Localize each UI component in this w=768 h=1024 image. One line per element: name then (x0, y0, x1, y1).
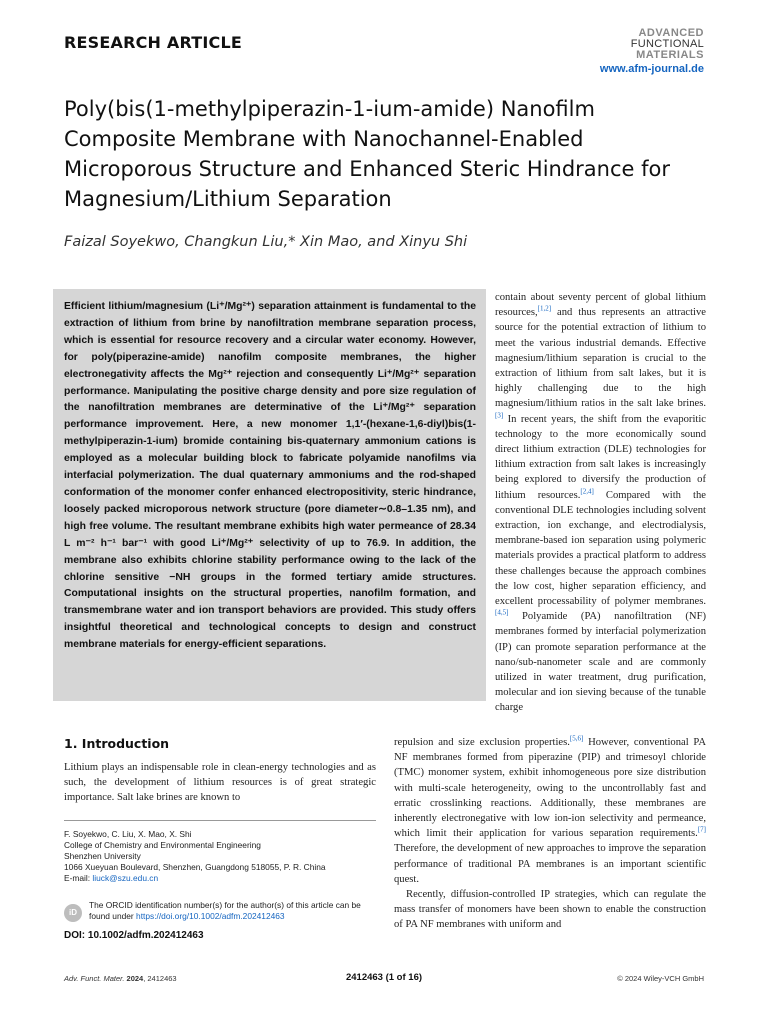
section-label: RESEARCH ARTICLE (64, 33, 243, 52)
title-line: Poly(bis(1-methylpiperazin-1-ium-amide) Nanofilm (64, 97, 595, 121)
citation-link[interactable]: [4,5] (495, 608, 509, 617)
section-heading: 1. Introduction (64, 736, 170, 751)
article-title (64, 94, 704, 214)
orcid-icon: iD (64, 904, 82, 922)
citation-link[interactable]: [1,2] (537, 304, 552, 313)
intro-paragraph: Lithium plays an indispensable role in clean-energy technologies and as such, the development of lithium resources is of great strategic importance. Salt lake brines are known to (64, 762, 376, 804)
affiliation-college: College of Chemistry and Environmental Engineering (64, 840, 261, 850)
orcid-doi-link[interactable]: https://doi.org/10.1002/adfm.202412463 (136, 911, 285, 921)
affiliation-address: 1066 Xueyuan Boulevard, Shenzhen, Guangdong 518055, P. R. China (64, 862, 326, 872)
citation-link[interactable]: [2,4] (580, 487, 594, 496)
body-text: However, conventional PA NF membranes formed from piperazine (PIP) and trimesoyl chloride (TMC) monomer system, exhibit inhomogeneous pore size distribution with multi-scale heterogeneity, owing to the uncontrollably fast and erratic crosslinking reactions. Additionally, these membranes are inherently electronegative with low ion-ion selectivity and permeance, which limit their application for various separation requirements. (394, 737, 706, 840)
footer-page: 2412463 (1 of 16) (345, 972, 423, 983)
journal-logo (631, 28, 704, 61)
footer-journal: Adv. Funct. Mater. (64, 974, 125, 983)
abstract-text: Efficient lithium/magnesium (Li⁺/Mg²⁺) separation attainment is fundamental to the extraction of lithium from brine by nanofiltration membrane separation process, which is essential for resource recovery and a circular water economy. However, for poly(piperazine-amide) nanofilm composite membranes, the higher electronegativity affects the Mg²⁺ rejection and consequently Li⁺/Mg²⁺ separation performance. Manipulating the positive charge density and pore size regulation of the nanofiltration membranes are determinative of the Li⁺/Mg²⁺ separation performance improvement. Here, a new monomer 1,1′-(hexane-1,6-diyl)bis(1-methylpiperazin-1-ium) bromide containing bis-quaternary ammonium cations is employed as a molecular building block to fabricate polyamide nanofilms via interfacial polymerization. The dual quaternary ammoniums and the rod-shaped conformation of the monomer confer enhanced electropositivity, steric hindrance, loosely packed microporous network structure (pore diameter∼0.8–1.35 nm), and high free volume. The resultant membrane exhibits high water permeance of 28.34 L m⁻² h⁻¹ bar⁻¹ with good Li⁺/Mg²⁺ selectivity of up to 76.9. In addition, the membrane also exhibits chlorine stability performance owing to the lack of the chlorine sensitive −NH groups in the formed tertiary amide structures. Computational insights on the structural properties, nanofilm formation, and transmembrane water and ion transport behaviors are provided. This study offers insightful theoretical and technological concepts to design and construct membrane materials for energy-efficient separations. (64, 301, 476, 651)
footer-copyright: © 2024 Wiley-VCH GmbH (617, 974, 704, 983)
logo-line-3: MATERIALS (636, 49, 704, 61)
title-line: Microporous Structure and Enhanced Steric Hindrance for (64, 157, 670, 181)
body-column-right-top (495, 290, 706, 716)
footer-number: , 2412463 (143, 974, 177, 983)
body-paragraph: Recently, diffusion-controlled IP strategies, which can regulate the mass transfer of monomers have been shown to enable the construction of PA NF membranes with uniform and (394, 889, 706, 931)
body-text: Polyamide (PA) nanofiltration (NF) membranes formed by interfacial polymerization (IP) can promote separation performance at the nano/sub-nanometer scale and are commonly utilized in water treatment, drug purification, molecular and ion sieving because of the tunable charge (495, 611, 706, 714)
email-link[interactable]: liuck@szu.edu.cn (92, 873, 159, 883)
citation-link[interactable]: [7] (697, 825, 706, 834)
body-text: and thus represents an attractive source for the potential extraction of lithium to meet the various industrial demands. Effective magnesium/lithium separation is crucial to the extraction of lithium from salt lakes, but it is highly challenging due to the high magnesium/lithium ratios in the salt lake brines. (495, 307, 706, 410)
body-text: Compared with the conventional DLE technologies including solvent extraction, ion exchange, and electrodialysis, membrane-based ion separation using polymeric materials provides a practical platform to address these challenges because the approach combines the low cost, higher separation efficiency, and excellent processability of polymer membranes. (495, 489, 706, 608)
divider (64, 820, 376, 821)
citation-link[interactable]: [5,6] (569, 734, 584, 743)
body-column-right-bottom (394, 735, 706, 933)
body-text: In recent years, the shift from the evaporitic technology to the more economically sound direct lithium extraction (DLE) technologies for lithium extraction from salt lakes is increasingly being explored to diversify the production of lithium resources. (495, 413, 706, 501)
journal-url-link[interactable]: www.afm-journal.de (599, 63, 704, 75)
title-line: Magnesium/Lithium Separation (64, 187, 392, 211)
affiliation-block (64, 829, 376, 884)
title-line: Composite Membrane with Nanochannel-Enabled (64, 127, 584, 151)
logo-line-2: FUNCTIONAL (630, 38, 704, 50)
author-list: Faizal Soyekwo, Changkun Liu,* Xin Mao, and Xinyu Shi (64, 234, 468, 250)
citation-link[interactable]: [3] (495, 411, 504, 420)
footer-year: 2024 (126, 974, 144, 983)
body-text: Therefore, the development of new approaches to improve the separation performance of traditional PA membranes is an important scientific quest. (394, 843, 706, 885)
email-label: E-mail: (64, 873, 93, 883)
logo-line-1: ADVANCED (638, 27, 704, 39)
affiliation-university: Shenzhen University (64, 851, 141, 861)
body-text: contain about seventy percent of global lithium resources, (495, 292, 706, 319)
doi: DOI: 10.1002/adfm.202412463 (64, 930, 204, 941)
orcid-text: The ORCID identification number(s) for the author(s) of this article can be found under (89, 900, 361, 921)
orcid-note (89, 900, 376, 922)
affiliation-names: F. Soyekwo, C. Liu, X. Mao, X. Shi (64, 829, 192, 839)
body-text: repulsion and size exclusion properties. (394, 737, 570, 748)
